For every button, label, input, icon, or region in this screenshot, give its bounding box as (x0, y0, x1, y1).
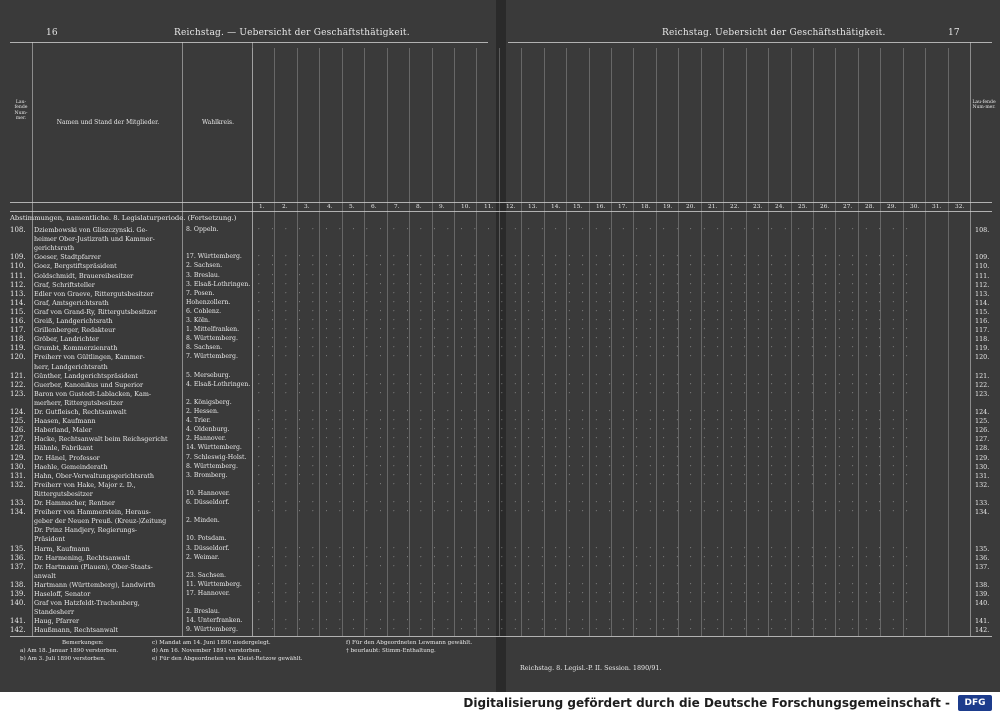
vote-marks-illegible: · · · · · · · · · · · · · · · · · · · · · · · · · · · · · · · · · · · · · · · · · · · · · · · · · (258, 618, 913, 624)
column-number: 17. (618, 204, 628, 210)
member-name: Dr. Hänel, Professor (34, 454, 100, 462)
row-number: 125. (10, 417, 26, 425)
row-number: 109. (10, 253, 26, 261)
member-name: Haberland, Maler (34, 426, 92, 434)
column-number: 19. (663, 204, 673, 210)
vote-marks-illegible: · · · · · · · · · · · · · · · · · · · · · · · · · · · · · · · · · · · · · · · · · · · · · · · · · (258, 354, 913, 360)
vote-marks-illegible: · · · · · · · · · · · · · · · · · · · · · · · · · · · · · · · · · · · · · · · · · · · · · · · · · (258, 382, 913, 388)
dfg-logo: DFG (958, 695, 992, 711)
vote-marks-illegible: · · · · · · · · · · · · · · · · · · · · · · · · · · · · · · · · · · · · · · · · · · · · · · · · · (258, 445, 913, 451)
member-name: herr, Landgerichtsrath (34, 363, 108, 371)
member-name: Standesherr (34, 608, 75, 616)
footnote-d: d) Am 16. November 1891 verstorben. (152, 648, 262, 654)
vote-marks-illegible: · · · · · · · · · · · · · · · · · · · · · · · · · · · · · · · · · · · · · · · · · · · · · · · · · (258, 300, 913, 306)
row-number-right: 118. (975, 335, 990, 343)
member-name: Dr. Hartmann (Plauen), Ober-Staats- (34, 563, 153, 571)
vote-marks-illegible: · · · · · · · · · · · · · · · · · · · · · · · · · · · · · · · · · · · · · · · · · · · · · · · · · (258, 273, 913, 279)
constituency: 2. Breslau. (186, 608, 220, 615)
row-number: 128. (10, 444, 26, 452)
constituency: 3. Köln. (186, 317, 210, 324)
wahlkreis-column-header: Wahlkreis. (202, 119, 234, 126)
column-rule (182, 42, 183, 636)
column-number: 12. (506, 204, 516, 210)
row-number: 115. (10, 308, 26, 316)
column-number: 27. (843, 204, 853, 210)
constituency: 4. Elsaß-Lothringen. (186, 381, 251, 388)
row-number-right: 126. (975, 426, 990, 434)
member-name: Präsident (34, 535, 66, 543)
row-number: 138. (10, 581, 26, 589)
constituency: 8. Württemberg. (186, 463, 238, 470)
row-number-right: 114. (975, 299, 990, 307)
member-name: Haußmann, Rechtsanwalt (34, 626, 118, 634)
constituency: 9. Württemberg. (186, 626, 238, 633)
vote-marks-illegible: · · · · · · · · · · · · · · · · · · · · · · · · · · · · · · · · · · · · · · · · · · · · · · · · · (258, 427, 913, 433)
vote-marks-illegible: · · · · · · · · · · · · · · · · · · · · · · · · · · · · · · · · · · · · · · · · · · · · · · · · · (258, 227, 913, 233)
column-number: 32. (955, 204, 965, 210)
member-name: Grillenberger, Redakteur (34, 326, 116, 334)
member-name: Hähnle, Fabrikant (34, 444, 93, 452)
vote-column-rule (948, 48, 949, 636)
member-name: Hacke, Rechtsanwalt beim Reichsgericht (34, 435, 168, 443)
page-bottom-caption: Reichstag. 8. Legisl.-P. II. Session. 1890/91. (520, 664, 662, 672)
member-name: anwalt (34, 572, 56, 580)
row-number: 124. (10, 408, 26, 416)
column-number: 22. (730, 204, 740, 210)
member-name: Dr. Hammacher, Rentner (34, 499, 115, 507)
row-number-right: 128. (975, 444, 990, 452)
row-number-right: 131. (975, 472, 990, 480)
row-number: 136. (10, 554, 26, 562)
row-number: 130. (10, 463, 26, 471)
constituency: 8. Oppeln. (186, 226, 219, 233)
column-number: 5. (349, 204, 355, 210)
vote-marks-illegible: · · · · · · · · · · · · · · · · · · · · · · · · · · · · · · · · · · · · · · · · · · · · · · · · · (258, 546, 913, 552)
header-bottom-rule (10, 202, 992, 203)
member-name: Dr. Harmening, Rechtsanwalt (34, 554, 131, 562)
member-name: Haehle, Gemeinderath (34, 463, 108, 471)
constituency: 8. Württemberg. (186, 335, 238, 342)
member-name: Baron von Gustedt-Lablacken, Kam- (34, 390, 152, 398)
row-number: 111. (10, 272, 26, 280)
column-number: 29. (887, 204, 897, 210)
row-number-right: 138. (975, 581, 990, 589)
vote-column-rule (925, 48, 926, 636)
row-number: 135. (10, 545, 26, 553)
row-number-right: 110. (975, 262, 990, 270)
constituency: 11. Württemberg. (186, 581, 242, 588)
row-number: 114. (10, 299, 26, 307)
row-number-right: 133. (975, 499, 990, 507)
constituency: 4. Trier. (186, 417, 211, 424)
vote-marks-illegible: · · · · · · · · · · · · · · · · · · · · · · · · · · · · · · · · · · · · · · · · · · · · · · · · · (258, 509, 913, 515)
member-name: Harm, Kaufmann (34, 545, 90, 553)
vote-marks-illegible: · · · · · · · · · · · · · · · · · · · · · · · · · · · · · · · · · · · · · · · · · · · · · · · · · (258, 409, 913, 415)
vote-marks-illegible: · · · · · · · · · · · · · · · · · · · · · · · · · · · · · · · · · · · · · · · · · · · · · · · · · (258, 282, 913, 288)
footnote-title: Bemerkungen: (62, 640, 104, 646)
vote-marks-illegible: · · · · · · · · · · · · · · · · · · · · · · · · · · · · · · · · · · · · · · · · · · · · · · · · · (258, 391, 913, 397)
member-name: geber der Neuen Preuß. (Kreuz-)Zeitung (34, 517, 167, 525)
row-number-right: 116. (975, 317, 990, 325)
table-top-rule-right (508, 42, 992, 43)
constituency: 2. Weimar. (186, 554, 220, 561)
vote-marks-illegible: · · · · · · · · · · · · · · · · · · · · · · · · · · · · · · · · · · · · · · · · · · · · · · · · · (258, 627, 913, 633)
column-number: 23. (753, 204, 763, 210)
constituency: 6. Düsseldorf. (186, 499, 230, 506)
member-name: Hahn, Ober-Verwaltungsgerichtsrath (34, 472, 154, 480)
footnote-e: e) Für den Abgeordneten von Kleist-Retzow gewählt. (152, 656, 303, 662)
column-number: 24. (775, 204, 785, 210)
row-number: 119. (10, 344, 26, 352)
row-number: 113. (10, 290, 26, 298)
row-number-right: 109. (975, 253, 990, 261)
constituency: 8. Sachsen. (186, 344, 223, 351)
name-column-header: Namen und Stand der Mitglieder. (56, 119, 160, 126)
constituency: 2. Hannover. (186, 435, 227, 442)
row-number-right: 125. (975, 417, 990, 425)
digitization-banner (0, 692, 1000, 714)
row-number-right: 127. (975, 435, 990, 443)
column-number: 4. (327, 204, 333, 210)
footnote-c: c) Mandat am 14. Juni 1890 niedergelegt. (152, 640, 271, 646)
vote-marks-illegible: · · · · · · · · · · · · · · · · · · · · · · · · · · · · · · · · · · · · · · · · · · · · · · · · · (258, 309, 913, 315)
constituency: 1. Mittelfranken. (186, 326, 240, 333)
row-number-right: 142. (975, 626, 990, 634)
vote-marks-illegible: · · · · · · · · · · · · · · · · · · · · · · · · · · · · · · · · · · · · · · · · · · · · · · · · · (258, 345, 913, 351)
column-number: 11. (484, 204, 494, 210)
constituency: 6. Coblenz. (186, 308, 222, 315)
row-number: 122. (10, 381, 26, 389)
member-name: Hartmann (Württemberg), Landwirth (34, 581, 156, 589)
table-bottom-rule (10, 636, 992, 637)
member-name: Graf von Hatzfeldt-Trachenberg, (34, 599, 140, 607)
row-number-right: 141. (975, 617, 990, 625)
row-number: 141. (10, 617, 26, 625)
constituency: 10. Potsdam. (186, 535, 227, 542)
row-number-right: 111. (975, 272, 990, 280)
row-number: 116. (10, 317, 26, 325)
row-number-right: 119. (975, 344, 990, 352)
member-name: Haasen, Kaufmann (34, 417, 96, 425)
vote-marks-illegible: · · · · · · · · · · · · · · · · · · · · · · · · · · · · · · · · · · · · · · · · · · · · · · · · · (258, 418, 913, 424)
row-number-right: 120. (975, 353, 990, 361)
row-number-right: 112. (975, 281, 990, 289)
column-number: 25. (798, 204, 808, 210)
row-number: 121. (10, 372, 26, 380)
constituency: 2. Königsberg. (186, 399, 232, 406)
vote-marks-illegible: · · · · · · · · · · · · · · · · · · · · · · · · · · · · · · · · · · · · · · · · · · · · · · · · · (258, 582, 913, 588)
vote-marks-illegible: · · · · · · · · · · · · · · · · · · · · · · · · · · · · · · · · · · · · · · · · · · · · · · · · · (258, 455, 913, 461)
row-number-right: 134. (975, 508, 990, 516)
column-number: 26. (820, 204, 830, 210)
column-number: 13. (528, 204, 538, 210)
member-name: Gröber, Landrichter (34, 335, 99, 343)
vote-marks-illegible: · · · · · · · · · · · · · · · · · · · · · · · · · · · · · · · · · · · · · · · · · · · · · · · · · (258, 482, 913, 488)
row-number-right: 115. (975, 308, 990, 316)
row-number: 112. (10, 281, 26, 289)
column-number-rule (10, 211, 992, 212)
column-number: 16. (596, 204, 606, 210)
vote-marks-illegible: · · · · · · · · · · · · · · · · · · · · · · · · · · · · · · · · · · · · · · · · · · · · · · · · · (258, 473, 913, 479)
row-number: 133. (10, 499, 26, 507)
constituency: 10. Hannover. (186, 490, 230, 497)
vote-marks-illegible: · · · · · · · · · · · · · · · · · · · · · · · · · · · · · · · · · · · · · · · · · · · · · · · · · (258, 291, 913, 297)
member-name: Haseloff, Senator (34, 590, 91, 598)
column-number: 1. (259, 204, 265, 210)
left-running-title: Reichstag. — Uebersicht der Geschäftsthätigkeit. (174, 28, 410, 38)
column-number: 8. (416, 204, 422, 210)
constituency: 2. Sachsen. (186, 262, 223, 269)
constituency: 17. Württemberg. (186, 253, 242, 260)
row-number: 108. (10, 226, 26, 234)
member-name: merherr, Rittergutsbesitzer (34, 399, 124, 407)
member-name: Günther, Landgerichtspräsident (34, 372, 138, 380)
right-running-title: Reichstag. Uebersicht der Geschäftsthätigkeit. (662, 28, 886, 38)
member-name: Graf von Grand-Ry, Rittergutsbesitzer (34, 308, 157, 316)
row-number-right: 113. (975, 290, 990, 298)
row-number-right: 132. (975, 481, 990, 489)
row-number: 132. (10, 481, 26, 489)
column-number: 20. (686, 204, 696, 210)
footnote-a: a) Am 18. Januar 1890 verstorben. (20, 648, 119, 654)
row-number-header: Lau-fende Num-mer. (14, 100, 28, 122)
column-number: 18. (641, 204, 651, 210)
vote-marks-illegible: · · · · · · · · · · · · · · · · · · · · · · · · · · · · · · · · · · · · · · · · · · · · · · · · · (258, 555, 913, 561)
member-name: Goeser, Stadtpfarrer (34, 253, 101, 261)
member-name: Dziembowski von Gliszczynski. Ge- (34, 226, 148, 234)
footnote-f: f) Für den Abgeordneten Lewmann gewählt. (346, 640, 473, 646)
vote-marks-illegible: · · · · · · · · · · · · · · · · · · · · · · · · · · · · · · · · · · · · · · · · · · · · · · · · · (258, 591, 913, 597)
member-name: Freiherr von Gültlingen, Kammer- (34, 353, 145, 361)
member-name: Goldschmidt, Brauereibesitzer (34, 272, 134, 280)
row-number: 110. (10, 262, 26, 270)
row-number: 142. (10, 626, 26, 634)
row-number: 120. (10, 353, 26, 361)
row-number-right: 122. (975, 381, 990, 389)
vote-marks-illegible: · · · · · · · · · · · · · · · · · · · · · · · · · · · · · · · · · · · · · · · · · · · · · · · · · (258, 327, 913, 333)
constituency: 3. Bromberg. (186, 472, 228, 479)
member-name: Edler von Graeve, Rittergutsbesitzer (34, 290, 154, 298)
row-number-right: 130. (975, 463, 990, 471)
column-number: 31. (932, 204, 942, 210)
row-number: 129. (10, 454, 26, 462)
vote-marks-illegible: · · · · · · · · · · · · · · · · · · · · · · · · · · · · · · · · · · · · · · · · · · · · · · · · · (258, 436, 913, 442)
column-number: 10. (461, 204, 471, 210)
row-number: 127. (10, 435, 26, 443)
funding-notice: Digitalisierung gefördert durch die Deutsche Forschungsgemeinschaft - (463, 696, 950, 710)
row-number: 139. (10, 590, 26, 598)
row-number-right: 137. (975, 563, 990, 571)
row-number: 126. (10, 426, 26, 434)
vote-marks-illegible: · · · · · · · · · · · · · · · · · · · · · · · · · · · · · · · · · · · · · · · · · · · · · · · · · (258, 318, 913, 324)
member-name: Rittergutsbesitzer (34, 490, 93, 498)
constituency: 7. Württemberg. (186, 353, 238, 360)
column-number: 15. (573, 204, 583, 210)
column-number: 3. (304, 204, 310, 210)
constituency: 3. Düsseldorf. (186, 545, 230, 552)
row-number: 118. (10, 335, 26, 343)
right-row-number-header: Lau-fende Num-mer. (972, 100, 996, 111)
column-number: 30. (910, 204, 920, 210)
vote-column-rule (252, 48, 253, 636)
member-name: Graf, Schriftsteller (34, 281, 95, 289)
member-name: Freiherr von Hake, Major z. D., (34, 481, 136, 489)
constituency: 7. Posen. (186, 290, 215, 297)
row-number: 137. (10, 563, 26, 571)
row-number-right: 139. (975, 590, 990, 598)
vote-marks-illegible: · · · · · · · · · · · · · · · · · · · · · · · · · · · · · · · · · · · · · · · · · · · · · · · · · (258, 464, 913, 470)
row-number: 117. (10, 326, 26, 334)
column-rule (32, 42, 33, 636)
constituency: 17. Hannover. (186, 590, 230, 597)
row-number-right: 136. (975, 554, 990, 562)
member-name: Freiherr von Hammerstein, Heraus- (34, 508, 151, 516)
constituency: 7. Schleswig-Holst. (186, 454, 247, 461)
row-number: 131. (10, 472, 26, 480)
column-number: 2. (282, 204, 288, 210)
row-number-right: 108. (975, 226, 990, 234)
member-name: Graf, Amtsgerichtsrath (34, 299, 109, 307)
left-page-number: 16 (46, 28, 58, 38)
member-name: Dr. Gutfleisch, Rechtsanwalt (34, 408, 127, 416)
row-number: 123. (10, 390, 26, 398)
row-number-right: 124. (975, 408, 990, 416)
constituency: 23. Sachsen. (186, 572, 226, 579)
vote-marks-illegible: · · · · · · · · · · · · · · · · · · · · · · · · · · · · · · · · · · · · · · · · · · · · · · · · · (258, 600, 913, 606)
footnote-g: † beurlaubt: Stimm-Enthaltung. (346, 648, 436, 654)
row-number-right: 129. (975, 454, 990, 462)
vote-marks-illegible: · · · · · · · · · · · · · · · · · · · · · · · · · · · · · · · · · · · · · · · · · · · · · · · · · (258, 336, 913, 342)
constituency: 14. Unterfranken. (186, 617, 243, 624)
row-number-right: 140. (975, 599, 990, 607)
member-name: Grumbt, Kommerzienrath (34, 344, 118, 352)
constituency: 4. Oldenburg. (186, 426, 230, 433)
vote-marks-illegible: · · · · · · · · · · · · · · · · · · · · · · · · · · · · · · · · · · · · · · · · · · · · · · · · · (258, 500, 913, 506)
member-name: Guerber, Kanonikus und Superior (34, 381, 144, 389)
constituency: Hohenzollern. (186, 299, 231, 306)
table-top-rule (10, 42, 488, 43)
vote-marks-illegible: · · · · · · · · · · · · · · · · · · · · · · · · · · · · · · · · · · · · · · · · · · · · · · · · · (258, 263, 913, 269)
constituency: 3. Breslau. (186, 272, 220, 279)
member-name: Dr. Prinz Handjery, Regierungs- (34, 526, 138, 534)
column-number: 14. (551, 204, 561, 210)
member-name: Goez, Bergstiftspräsident (34, 262, 117, 270)
right-page-number: 17 (948, 28, 960, 38)
column-number: 9. (439, 204, 445, 210)
member-name: Haug, Pfarrer (34, 617, 80, 625)
vote-marks-illegible: · · · · · · · · · · · · · · · · · · · · · · · · · · · · · · · · · · · · · · · · · · · · · · · · · (258, 564, 913, 570)
constituency: 5. Merseburg. (186, 372, 231, 379)
constituency: 3. Elsaß-Lothringen. (186, 281, 251, 288)
column-number: 21. (708, 204, 718, 210)
footnote-b: b) Am 3. Juli 1890 verstorben. (20, 656, 106, 662)
member-name: gerichtsrath (34, 244, 75, 252)
column-rule (970, 42, 971, 636)
vote-marks-illegible: · · · · · · · · · · · · · · · · · · · · · · · · · · · · · · · · · · · · · · · · · · · · · · · · · (258, 254, 913, 260)
section-title: Abstimmungen, namentliche. 8. Legislaturperiode. (Fortsetzung.) (10, 214, 237, 222)
member-name: Greiß, Landgerichtsrath (34, 317, 113, 325)
column-number: 28. (865, 204, 875, 210)
row-number: 134. (10, 508, 26, 516)
member-name: heimer Ober-Justizrath und Kammer- (34, 235, 155, 243)
row-number-right: 121. (975, 372, 990, 380)
column-number: 7. (394, 204, 400, 210)
vote-marks-illegible: · · · · · · · · · · · · · · · · · · · · · · · · · · · · · · · · · · · · · · · · · · · · · · · · · (258, 373, 913, 379)
constituency: 14. Württemberg. (186, 444, 242, 451)
row-number-right: 117. (975, 326, 990, 334)
constituency: 2. Hessen. (186, 408, 219, 415)
row-number-right: 135. (975, 545, 990, 553)
row-number: 140. (10, 599, 26, 607)
constituency: 2. Minden. (186, 517, 220, 524)
column-number: 6. (371, 204, 377, 210)
row-number-right: 123. (975, 390, 990, 398)
